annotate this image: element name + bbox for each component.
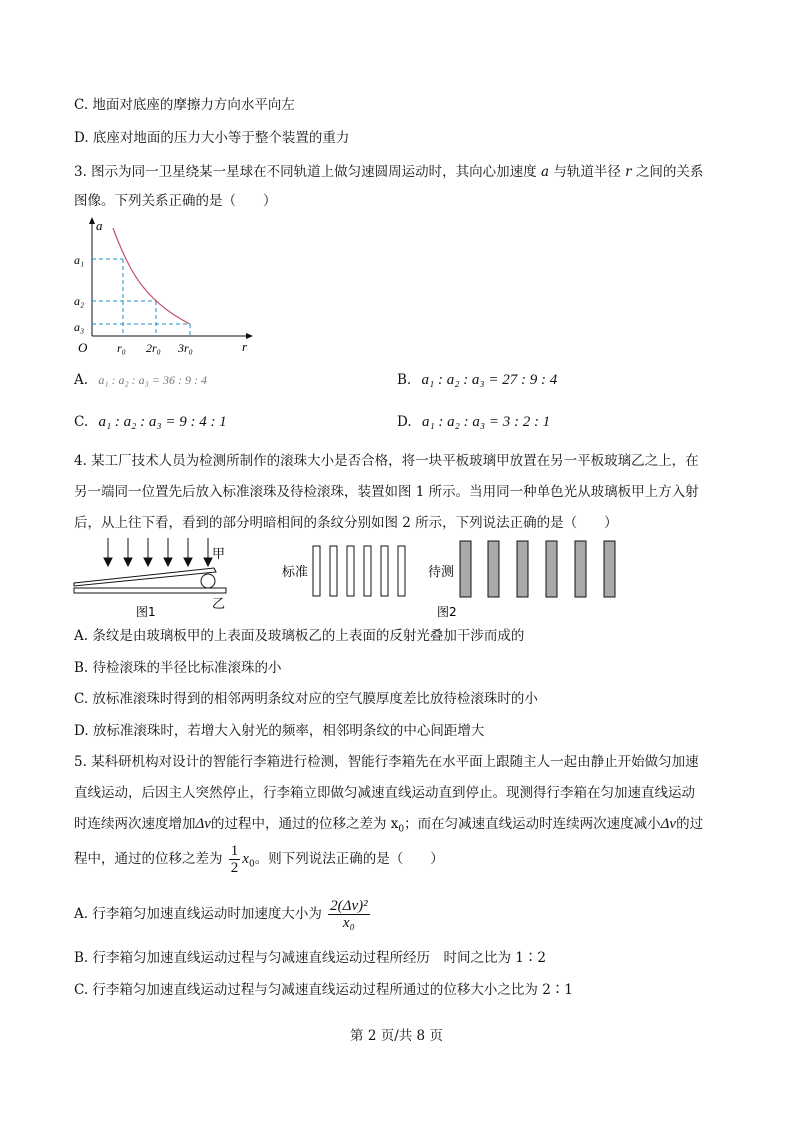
accel-numerator: 2(Δv)² [330, 898, 368, 914]
q3-option-b [397, 370, 557, 390]
figure-2-fringes [280, 538, 640, 622]
q5-text-6: 。则下列说法正确的是（ ） [254, 851, 444, 867]
q3-option-c [74, 412, 227, 432]
guide-lines [92, 259, 190, 336]
q3-option-a-text: a₁ : a₂ : a₃ = 36 : 9 : 4 [98, 373, 207, 387]
q3-var-r: r [625, 164, 632, 180]
q5-sub-0: 0 [398, 824, 405, 835]
q3-option-b-label: B. [397, 372, 412, 388]
q5-option-b: B. 行李箱匀加速直线运动过程与匀减速直线运动过程所经历 时间之比为 1∶2 [74, 950, 546, 966]
q3-option-d-text: a₁ : a₂ : a₃ = 3 : 2 : 1 [421, 414, 551, 430]
question-4-stem-1: 4. 某工厂技术人员为检测所制作的滚珠大小是否合格，将一块平板玻璃甲放置在另一平板玻璃乙之上，在 [74, 453, 699, 469]
label-yi: 乙 [212, 597, 226, 612]
q5-text-3: ；而在匀减速直线运动时连续两次速度减小 [404, 816, 661, 832]
q4-option-b: B. 待检滚珠的半径比标准滚珠的小 [74, 660, 282, 676]
q5-x: x [242, 851, 249, 867]
q3-option-d-label: D. [397, 414, 412, 430]
q3-option-c-label: C. [74, 414, 89, 430]
q3-text-2: 与轨道半径 [553, 164, 621, 180]
plate-jia [74, 568, 216, 586]
page-footer: 第 2 页/共 8 页 [350, 1028, 443, 1044]
ball [201, 574, 215, 588]
question-5-stem-3 [74, 814, 703, 840]
y-tick-a1: a₁ [74, 253, 85, 267]
x-tick-3r0: 3r₀ [178, 341, 193, 355]
q5-option-a-text: A. 行李箱匀加速直线运动时加速度大小为 [74, 906, 322, 922]
q3-option-a [74, 370, 207, 390]
q3-option-d [397, 412, 550, 432]
question-5-stem-4 [74, 842, 444, 882]
option-d-q2: D. 底座对地面的压力大小等于整个装置的重力 [74, 130, 350, 146]
question-3-stem-2: 图像。下列关系正确的是（ ） [74, 193, 277, 209]
q4-option-a: A. 条纹是由玻璃板甲的上表面及玻璃板乙的上表面的反射光叠加干涉而成的 [74, 628, 525, 644]
q4-option-c: C. 放标准滚珠时得到的相邻两明条纹对应的空气膜厚度差比放待检滚珠时的小 [74, 691, 538, 707]
q3-text-3: 之间的关系 [635, 164, 704, 180]
q3-var-a: a [540, 164, 550, 180]
acceleration-fraction [328, 898, 369, 931]
question-4-stem-3: 后，从上往下看，看到的部分明暗相间的条纹分别如图 2 所示，下列说法正确的是（ ） [74, 515, 618, 531]
light-arrows [104, 538, 212, 566]
test-label: 待测 [428, 565, 455, 580]
figure-1-caption: 图1 [136, 605, 156, 619]
q5-text-4: 的过 [676, 816, 704, 832]
half-numerator: 1 [230, 843, 239, 859]
acceleration-radius-graph [70, 214, 260, 364]
q5-option-a [74, 895, 372, 933]
q5-option-c: C. 行李箱匀加速直线运动过程与匀减速直线运动过程所通过的位移大小之比为 2∶1 [74, 982, 573, 998]
accel-denominator: x₀ [342, 915, 355, 931]
origin-label: O [78, 340, 88, 355]
y-tick-a3: a₃ [74, 320, 85, 334]
option-c-q2: C. 地面对底座的摩擦力方向水平向左 [74, 97, 295, 113]
question-4-stem-2: 另一端同一位置先后放入标准滚珠及待检滚珠，装置如图 1 所示。当用同一种单色光从玻璃板甲上方入射 [74, 484, 699, 500]
q3-option-c-text: a₁ : a₂ : a₃ = 9 : 4 : 1 [98, 414, 227, 430]
label-jia: 甲 [212, 547, 226, 562]
question-3-stem [74, 162, 703, 182]
q3-text-1: 3. 图示为同一卫星绕某一星球在不同轨道上做匀速圆周运动时，其向心加速度 [74, 164, 537, 180]
figure-2-caption: 图2 [437, 605, 457, 619]
q3-option-a-label: A. [74, 372, 89, 388]
q5-text-5: 程中，通过的位移之差为 [74, 851, 223, 867]
figure-1-apparatus [70, 536, 240, 622]
q5-delta-v: Δv [195, 816, 211, 832]
q4-option-d: D. 放标准滚珠时，若增大入射光的频率，相邻明条纹的中心间距增大 [74, 723, 485, 739]
y-axis-label: a [96, 218, 103, 233]
q3-option-b-text: a₁ : a₂ : a₃ = 27 : 9 : 4 [421, 372, 558, 388]
half-denominator: 2 [230, 860, 239, 876]
test-fringes [460, 541, 615, 597]
y-tick-a2: a₂ [74, 294, 85, 308]
q5-delta-v-2: Δv [660, 816, 677, 832]
plate-yi [74, 588, 226, 593]
x-tick-2r0: 2r₀ [146, 341, 161, 355]
q5-text-2: 的过程中，通过的位移之差为 x [210, 816, 399, 832]
x-axis-label: r [242, 339, 248, 354]
x-tick-r0: r₀ [117, 341, 126, 355]
q5-text-1: 时连续两次速度增加 [74, 816, 196, 832]
std-fringes [313, 546, 405, 596]
half-fraction [229, 843, 241, 876]
q5-x-sub: 0 [248, 859, 255, 870]
curve [113, 228, 190, 324]
question-5-stem-1: 5. 某科研机构对设计的智能行李箱进行检测，智能行李箱先在水平面上跟随主人一起由静止开始做匀加速 [74, 754, 699, 770]
std-label: 标准 [282, 565, 309, 580]
question-5-stem-2: 直线运动，后因主人突然停止，行李箱立即做匀减速直线运动直到停止。现测得行李箱在匀加速直线运动 [74, 785, 695, 801]
